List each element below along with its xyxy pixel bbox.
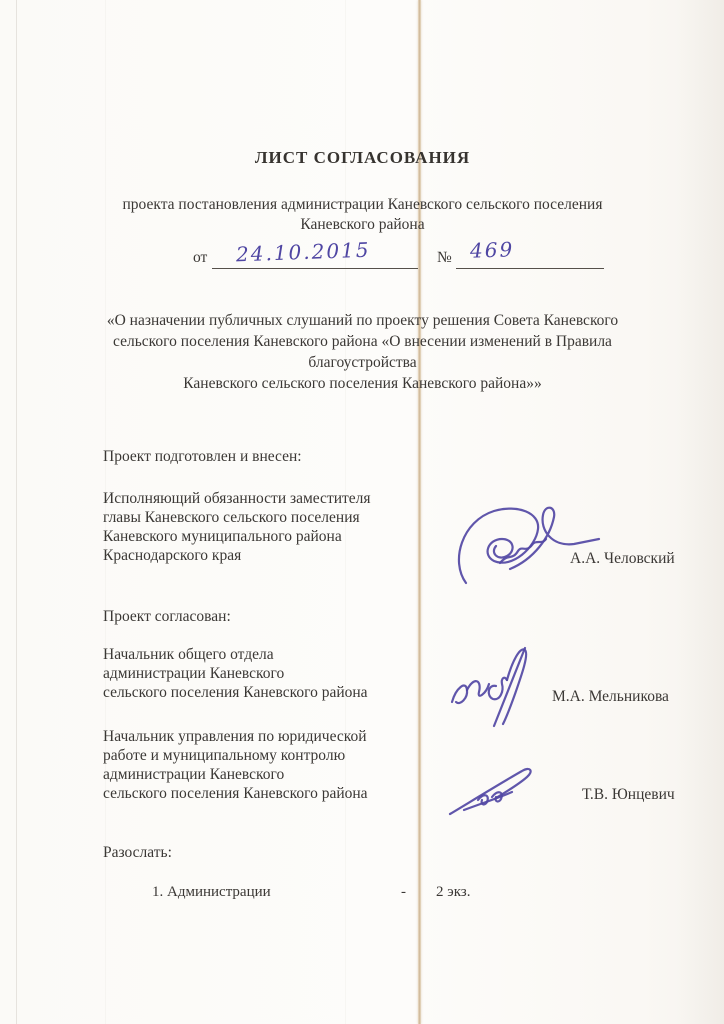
- approver-position-line: администрации Каневского: [103, 665, 285, 682]
- approver-position-line: Начальник управления по юридической: [103, 728, 367, 745]
- resolution-subject-line: Каневского сельского поселения Каневского района»»: [183, 375, 542, 392]
- document-subtitle-line: проекта постановления администрации Каневского сельского поселения: [122, 196, 603, 213]
- date-underline: [212, 268, 418, 269]
- date-number-row: [0, 237, 724, 286]
- signature-approver-1: [446, 638, 542, 730]
- preparer-position-line: Исполняющий обязанности заместителя: [103, 490, 371, 507]
- approver-position-line: сельского поселения Каневского района: [103, 684, 368, 701]
- preparer-position-line: Каневского муниципального района: [103, 528, 342, 545]
- document-subtitle-line: Каневского района: [300, 216, 425, 233]
- signature-preparer: [452, 497, 604, 599]
- number-label: №: [437, 249, 452, 266]
- preparer-position-line: главы Каневского сельского поселения: [103, 509, 360, 526]
- signature-approver-2: [446, 760, 552, 820]
- approver-position-line: администрации Каневского: [103, 766, 285, 783]
- prepared-heading: Проект подготовлен и внесен:: [103, 448, 302, 465]
- preparer-position-line: Краснодарского края: [103, 547, 242, 564]
- approver-position-line: Начальник общего отдела: [103, 646, 274, 663]
- approver-position: [103, 727, 368, 803]
- distribution-item-copies: 2 экз.: [436, 884, 471, 900]
- signatory-name: М.А. Мельникова: [552, 688, 669, 705]
- agreed-heading: Проект согласован:: [103, 608, 231, 625]
- number-underline: [456, 268, 604, 269]
- signatory-name: А.А. Человский: [570, 550, 675, 567]
- approver-position: [103, 645, 368, 702]
- signatory-name: Т.В. Юнцевич: [582, 786, 675, 803]
- approver-position-line: работе и муниципальному контролю: [103, 747, 346, 764]
- resolution-subject: [40, 310, 685, 394]
- date-handwritten-value: 24.10.2015: [235, 237, 371, 267]
- resolution-subject-line: «О назначении публичных слушаний по проекту решения Совета Каневского: [106, 312, 619, 329]
- document-title: ЛИСТ СОГЛАСОВАНИЯ: [254, 148, 471, 167]
- scan-edge-line: [16, 0, 17, 1024]
- preparer-position: [103, 489, 371, 565]
- resolution-subject-line: сельского поселения Каневского района «О внесении изменений в Правила: [113, 333, 612, 350]
- document-subtitle: [40, 195, 685, 235]
- date-label: от: [193, 249, 208, 266]
- distribution-heading: Разослать:: [103, 844, 172, 861]
- approver-position-line: сельского поселения Каневского района: [103, 785, 368, 802]
- resolution-subject-line: благоустройства: [308, 354, 417, 371]
- number-handwritten-value: 469: [469, 237, 515, 263]
- distribution-item-label: 1. Администрации: [152, 884, 271, 900]
- distribution-item-dash: -: [401, 884, 406, 900]
